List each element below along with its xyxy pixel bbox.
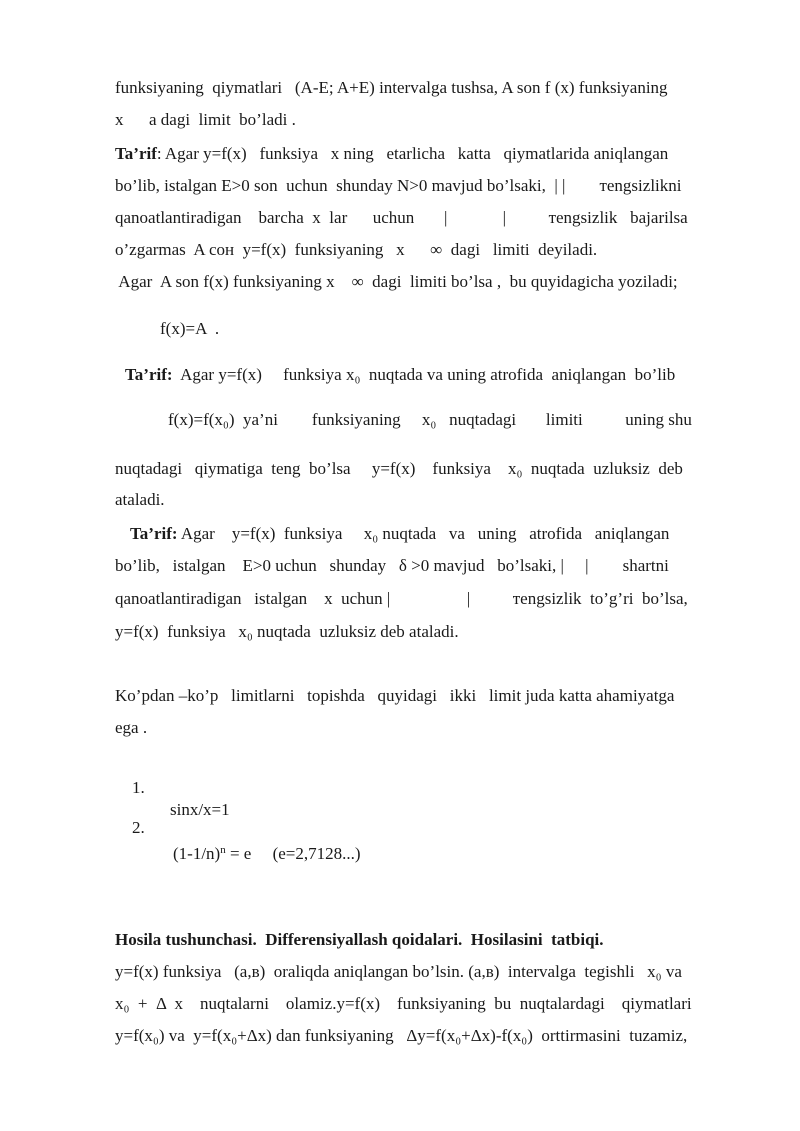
list-item-1-number: 1. [132,778,145,797]
paragraph1-line1: funksiyaning qiymatlari (A-E; A+E) intervalga tushsa, A son f (x) funksiyaning [115,78,668,97]
section-line2: x₀ + Δ x nuqtalarni olamiz.y=f(x) funksiyaning bu nuqtalardagi qiymatlari [115,994,692,1013]
section-line3: y=f(x₀) va y=f(x₀+Δx) dan funksiyaning Δy=f(x₀+Δx)-f(x₀) orttirmasini tuzamiz, [115,1026,688,1045]
definition3-label: Ta’rif: [130,524,178,543]
definition3-line1-text: Agar y=f(x) funksiya x₀ nuqtada va uning atrofida aniqlangan [177,524,670,543]
definition1-line4: o’zgarmas A сон y=f(x) funksiyaning x ∞ dagi limiti deyiladi. [115,240,598,259]
section-line1: y=f(x) funksiya (a,в) oraliqda aniqlangan bo’lsin. (a,в) intervalga tegishli x₀ va [115,962,682,981]
list-item-2-exponent: n [220,844,226,856]
list-item-2-formula [173,839,361,865]
definition2-line1 [125,364,753,386]
section-heading [115,929,743,951]
definition3-line4: y=f(x) funksiya x₀ nuqtada uzluksiz deb ataladi. [115,622,459,641]
definition1-label: Ta’rif [115,144,157,163]
list-item-2-number: 2. [132,818,145,837]
section-heading-text: Hosila tushunchasi. Differensiyallash qoidalari. Hosilasini tatbiqi. [115,930,604,949]
definition2-line2: f(x)=f(x₀) ya’ni funksiyaning x₀ nuqtadagi limiti uning shu [168,410,692,429]
definition2-line4: ataladi. [115,490,165,509]
definition1-line2: bo’lib, istalgan E>0 son uchun shunday N>0 mavjud bo’lsaki, | | тengsizlikni [115,176,682,195]
definition1-line5: Agar A son f(x) funksiyaning x ∞ dagi limiti bo’lsa , bu quyidagicha yoziladi; [115,272,678,291]
definition1-line1-text: : Agar y=f(x) funksiya x ning etarlicha katta qiymatlarida aniqlangan [156,144,669,163]
definition3-line3: qanoatlantiradigan istalgan x uchun | | тengsizlik to’g’ri bo’lsa, [115,589,688,608]
definition3-line2: bo’lib, istalgan E>0 uchun shunday δ >0 mavjud bo’lsaki, | | shartni [115,556,669,575]
definition2-line3: nuqtadagi qiymatiga teng bo’lsa y=f(x) funksiya x₀ nuqtada uzluksiz deb [115,459,683,478]
definition2-label: Ta’rif: [125,365,173,384]
remarkable-limits-line2: ega . [115,718,148,737]
list-item-1-formula: sinx/x=1 [170,800,230,819]
remarkable-limits-line1: Ko’pdan –ko’p limitlarni topishda quyidagi ikki limit juda katta ahamiyatga [115,686,675,705]
list-item-2-base: (1-1/n) [173,844,221,863]
definition1-formula: f(x)=A . [160,319,220,338]
definition1-line3: qanoatlantiradigan barcha x lar uchun | | тengsizlik bajarilsa [115,208,688,227]
list-item-2 [115,795,743,883]
definition3-line1 [130,523,758,545]
definition2-line1-text: Agar y=f(x) funksiya x₀ nuqtada va uning atrofida aniqlangan bo’lib [172,365,676,384]
paragraph1-line2: x a dagi limit bo’ladi . [115,110,296,129]
list-item-2-rest: = e (e=2,7128...) [225,844,361,863]
definition1-line1 [115,143,743,165]
